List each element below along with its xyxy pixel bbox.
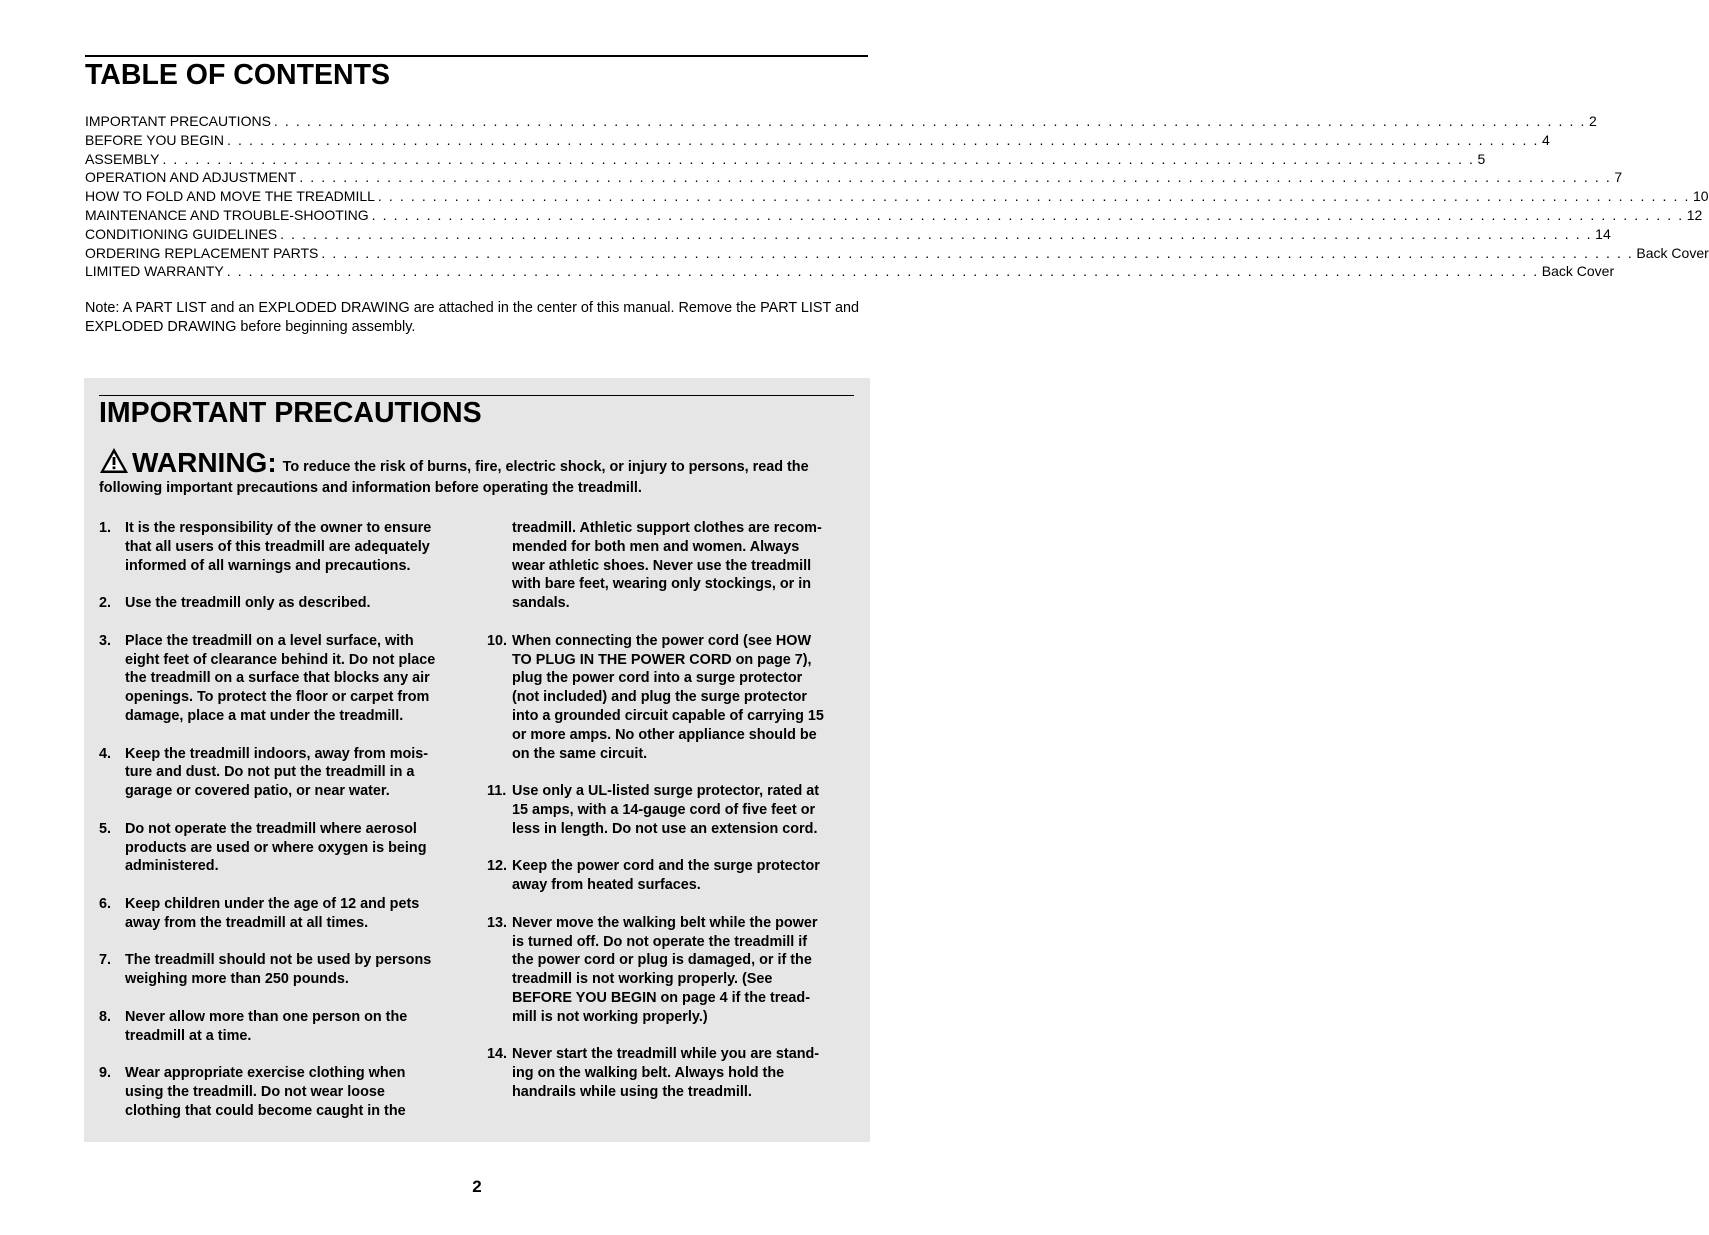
toc-entry-page: 10 — [1692, 188, 1709, 205]
precaution-number: 8. — [99, 1008, 112, 1025]
toc-leader-dots: . . . . . . . . . . . . . . . . . . . . . . . . . . . . . . . . . . . . . . . . . . . . . . . . . . . . . . . . . . . . . . . . . . . . . . . . . . . . . . . . . . . . . . . . . . . . . . . . . . . . . . . . . . . . . . . . . . . . . . . . — [377, 188, 1690, 205]
precaution-text-line: garage or covered patio, or near water. — [125, 783, 390, 800]
toc-entry — [85, 112, 1597, 131]
precaution-number: 6. — [99, 896, 112, 912]
toc-entry-label: MAINTENANCE AND TROUBLE-SHOOTING — [85, 206, 369, 223]
precaution-text-line: damage, place a mat under the treadmill. — [125, 707, 404, 724]
precaution-text-line: Never allow more than one person on the — [125, 1008, 408, 1025]
item-9-continuation — [512, 519, 822, 613]
precaution-text-line: on the same circuit. — [512, 745, 648, 762]
toc-leader-dots: . . . . . . . . . . . . . . . . . . . . . . . . . . . . . . . . . . . . . . . . . . . . . . . . . . . . . . . . . . . . . . . . . . . . . . . . . . . . . . . . . . . . . . . . . . . . . . . . . . . . . . . . . . . . . . . . . . . . . . . . — [321, 244, 1634, 261]
toc-entry — [85, 262, 1615, 281]
precaution-text-line: less in length. Do not use an extension cord. — [512, 820, 818, 837]
toc-entry-page: 12 — [1686, 206, 1703, 223]
toc-entry — [85, 168, 1623, 187]
precaution-text-line: administered. — [125, 858, 219, 875]
toc-entry — [85, 244, 1709, 263]
warning-word: WARNING: — [132, 447, 277, 478]
precaution-text-line: clothing that could become caught in the — [125, 1102, 406, 1119]
precaution-number: 5. — [99, 820, 112, 837]
toc-entry — [85, 131, 1550, 150]
toc-entry-page: 4 — [1542, 131, 1550, 148]
toc-entry-label: ORDERING REPLACEMENT PARTS — [85, 244, 319, 261]
toc-leader-dots: . . . . . . . . . . . . . . . . . . . . . . . . . . . . . . . . . . . . . . . . . . . . . . . . . . . . . . . . . . . . . . . . . . . . . . . . . . . . . . . . . . . . . . . . . . . . . . . . . . . . . . . . . . . . . . . . . . . . . . . . — [280, 225, 1593, 242]
toc-entry-page: Back Cover — [1541, 263, 1615, 280]
precaution-text-line: The treadmill should not be used by persons — [125, 952, 432, 969]
precaution-text-line: plug the power cord into a surge protector — [512, 670, 803, 687]
precaution-text-line: or more amps. No other appliance should be — [512, 726, 817, 743]
precaution-text-line: When connecting the power cord (see HOW — [512, 632, 812, 649]
precaution-text-line: that all users of this treadmill are adequately — [125, 538, 430, 555]
toc-entry-label: IMPORTANT PRECAUTIONS — [85, 113, 271, 129]
toc-leader-dots: . . . . . . . . . . . . . . . . . . . . . . . . . . . . . . . . . . . . . . . . . . . . . . . . . . . . . . . . . . . . . . . . . . . . . . . . . . . . . . . . . . . . . . . . . . . . . . . . . . . . . . . . . . . . . . . . . . . . . . . . — [226, 263, 1539, 280]
precaution-text-line: Do not operate the treadmill where aerosol — [125, 820, 417, 837]
precaution-text-line: wear athletic shoes. Never use the treadmill — [512, 557, 812, 574]
precaution-text-line: using the treadmill. Do not wear loose — [125, 1083, 385, 1100]
precaution-number: 11. — [487, 783, 507, 800]
precaution-text-line: the treadmill on a surface that blocks any air — [125, 670, 430, 687]
page-number: 2 — [472, 1177, 482, 1196]
precaution-text-line: Keep the treadmill indoors, away from mois- — [125, 745, 429, 762]
precaution-text-line: weighing more than 250 pounds. — [125, 971, 349, 988]
precaution-text-line: Wear appropriate exercise clothing when — [125, 1065, 406, 1082]
toc-entry-label: CONDITIONING GUIDELINES — [85, 225, 278, 242]
toc-entry — [85, 225, 1611, 244]
toc-entry-page: 7 — [1614, 169, 1623, 186]
toc-entry-label: LIMITED WARRANTY — [85, 263, 224, 280]
precaution-text-line: is turned off. Do not operate the treadmill if — [512, 933, 808, 950]
precaution-text-line: TO PLUG IN THE POWER CORD on page 7), — [512, 651, 812, 668]
precaution-text-line: treadmill. Athletic support clothes are recom- — [512, 520, 822, 536]
toc-entry-page: 5 — [1477, 150, 1486, 167]
toc-entry-label: OPERATION AND ADJUSTMENT — [85, 169, 297, 186]
toc-entry-page: 14 — [1595, 225, 1611, 242]
precaution-text-line: mill is not working properly.) — [512, 1008, 708, 1025]
precaution-text-line: (not included) and plug the surge protector — [512, 689, 808, 706]
precaution-number: 4. — [99, 745, 112, 762]
toc-entry-label: HOW TO FOLD AND MOVE THE TREADMILL — [85, 188, 375, 205]
precaution-number: 1. — [99, 520, 112, 536]
toc-leader-dots: . . . . . . . . . . . . . . . . . . . . . . . . . . . . . . . . . . . . . . . . . . . . . . . . . . . . . . . . . . . . . . . . . . . . . . . . . . . . . . . . . . . . . . . . . . . . . . . . . . . . . . . . . . . . . . . . . . . . . . . . — [162, 150, 1475, 167]
precaution-text-line: Use the treadmill only as described. — [125, 595, 371, 612]
precaution-number: 2. — [99, 595, 112, 612]
precaution-text-line: Use only a UL-listed surge protector, rated at — [512, 783, 820, 800]
precaution-text-line: ing on the walking belt. Always hold the — [512, 1065, 785, 1082]
toc-entry — [85, 206, 1703, 225]
precautions-title: IMPORTANT PRECAUTIONS — [99, 397, 482, 429]
precaution-number: 3. — [99, 632, 112, 649]
precaution-number: 12. — [487, 858, 508, 875]
precaution-text-line: Never start the treadmill while you are stand- — [512, 1046, 820, 1063]
toc-entry — [85, 187, 1709, 206]
precaution-text-line: Keep children under the age of 12 and pets — [125, 896, 420, 912]
toc-entry-label: BEFORE YOU BEGIN — [85, 131, 224, 148]
precaution-text-line: products are used or where oxygen is being — [125, 839, 427, 856]
precaution-text-line: It is the responsibility of the owner to ensure — [125, 520, 432, 536]
toc-list — [85, 112, 1709, 281]
warning-statement — [99, 447, 859, 499]
precaution-text-line: Keep the power cord and the surge protector — [512, 858, 820, 875]
precaution-text-line: handrails while using the treadmill. — [512, 1083, 752, 1100]
precaution-text-line: sandals. — [512, 595, 570, 612]
precaution-number: 10. — [487, 632, 508, 649]
toc-entry-page: Back Cover — [1636, 244, 1709, 261]
precaution-text-line: eight feet of clearance behind it. Do not place — [125, 651, 436, 668]
toc-leader-dots: . . . . . . . . . . . . . . . . . . . . . . . . . . . . . . . . . . . . . . . . . . . . . . . . . . . . . . . . . . . . . . . . . . . . . . . . . . . . . . . . . . . . . . . . . . . . . . . . . . . . . . . . . . . . . . . . . . . . . . . . — [273, 113, 1586, 129]
precaution-number: 9. — [99, 1065, 112, 1082]
toc-leader-dots: . . . . . . . . . . . . . . . . . . . . . . . . . . . . . . . . . . . . . . . . . . . . . . . . . . . . . . . . . . . . . . . . . . . . . . . . . . . . . . . . . . . . . . . . . . . . . . . . . . . . . . . . . . . . . . . . . . . . . . . . — [227, 131, 1540, 148]
warning-text: To reduce the risk of burns, fire, electric shock, or injury to persons, read the following important precautions and information before operating the treadmill. — [99, 459, 809, 496]
precaution-text-line: 15 amps, with a 14-gauge cord of five feet or — [512, 801, 816, 818]
precaution-text-line: away from heated surfaces. — [512, 877, 701, 894]
precaution-text-line: treadmill at a time. — [125, 1027, 252, 1044]
precaution-text-line: with bare feet, wearing only stockings, or in — [512, 576, 812, 593]
precaution-text-line: informed of all warnings and precautions. — [125, 557, 411, 574]
toc-entry-label: ASSEMBLY — [85, 150, 160, 167]
precaution-text-line: the power cord or plug is damaged, or if the — [512, 952, 812, 969]
warning-triangle-icon — [99, 447, 129, 474]
precaution-text-line: treadmill is not working properly. (See — [512, 971, 773, 988]
precaution-text-line: openings. To protect the floor or carpet from — [125, 689, 430, 706]
precaution-number: 13. — [487, 914, 508, 931]
toc-note: Note: A PART LIST and an EXPLODED DRAWING are attached in the center of this manual. Remove the PART LIST and EXPLODED DRAWING before beginning assembly. — [85, 300, 860, 335]
top-rule — [85, 55, 868, 57]
precaution-number: 7. — [99, 952, 112, 969]
panel-rule — [99, 395, 854, 396]
precaution-text-line: away from the treadmill at all times. — [125, 914, 369, 931]
toc-title: TABLE OF CONTENTS — [85, 59, 391, 91]
precaution-text-line: Never move the walking belt while the power — [512, 914, 818, 931]
precaution-text-line: Place the treadmill on a level surface, with — [125, 632, 414, 649]
precaution-text-line: ture and dust. Do not put the treadmill in a — [125, 764, 415, 781]
precaution-text-line: mended for both men and women. Always — [512, 538, 800, 555]
precaution-text-line: into a grounded circuit capable of carrying 15 — [512, 707, 824, 724]
toc-entry — [85, 150, 1486, 169]
toc-entry-page: 2 — [1588, 113, 1597, 129]
precaution-text-line: BEFORE YOU BEGIN on page 4 if the tread- — [512, 989, 810, 1006]
precaution-number: 14. — [487, 1046, 508, 1063]
toc-leader-dots: . . . . . . . . . . . . . . . . . . . . . . . . . . . . . . . . . . . . . . . . . . . . . . . . . . . . . . . . . . . . . . . . . . . . . . . . . . . . . . . . . . . . . . . . . . . . . . . . . . . . . . . . . . . . . . . . . . . . . . . . — [371, 206, 1684, 223]
toc-leader-dots: . . . . . . . . . . . . . . . . . . . . . . . . . . . . . . . . . . . . . . . . . . . . . . . . . . . . . . . . . . . . . . . . . . . . . . . . . . . . . . . . . . . . . . . . . . . . . . . . . . . . . . . . . . . . . . . . . . . . . . . . — [299, 169, 1612, 186]
